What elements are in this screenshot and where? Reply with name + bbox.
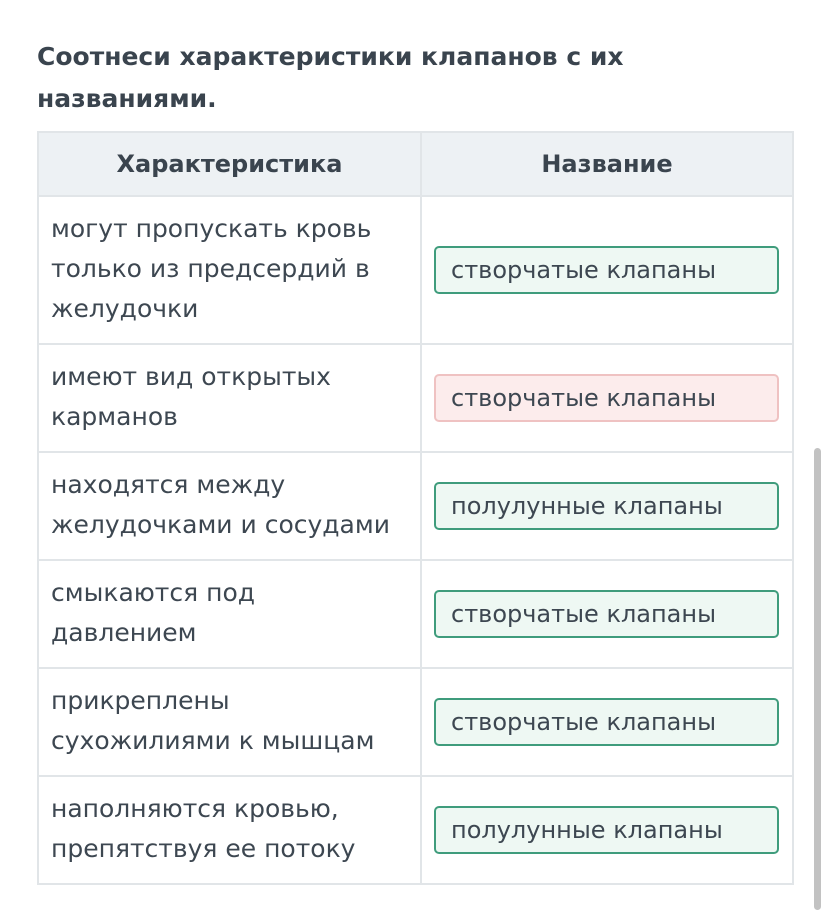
answer-chip-correct[interactable]: полулунные клапаны <box>434 806 779 854</box>
answer-chip-correct[interactable]: полулунные клапаны <box>434 482 779 530</box>
table-row <box>38 668 793 776</box>
table-header-row <box>38 132 793 196</box>
characteristic-text: имеют вид открытых карманов <box>38 344 421 452</box>
matching-table <box>37 131 794 885</box>
header-name: Название <box>421 132 793 196</box>
answer-cell <box>421 344 793 452</box>
characteristic-text: прикреплены сухожилиями к мышцам <box>38 668 421 776</box>
vertical-scrollbar[interactable] <box>814 448 821 910</box>
answer-chip-correct[interactable]: створчатые клапаны <box>434 698 779 746</box>
answer-chip-incorrect[interactable]: створчатые клапаны <box>434 374 779 422</box>
answer-chip-correct[interactable]: створчатые клапаны <box>434 246 779 294</box>
characteristic-text: наполняются кровью, препятствуя ее потоку <box>38 776 421 884</box>
characteristic-text: смыкаются под давлением <box>38 560 421 668</box>
answer-chip-correct[interactable]: створчатые клапаны <box>434 590 779 638</box>
header-characteristic: Характеристика <box>38 132 421 196</box>
task-title: Соотнеси характеристики клапанов с их названиями. <box>37 42 624 113</box>
answer-cell <box>421 776 793 884</box>
characteristic-text: находятся между желудочками и сосудами <box>38 452 421 560</box>
characteristic-text: могут пропускать кровь только из предсердий в желудочки <box>38 196 421 344</box>
table-row <box>38 344 793 452</box>
answer-cell <box>421 196 793 344</box>
table-row <box>38 560 793 668</box>
answer-cell <box>421 452 793 560</box>
table-row <box>38 452 793 560</box>
table-row <box>38 196 793 344</box>
answer-cell <box>421 668 793 776</box>
table-row <box>38 776 793 884</box>
answer-cell <box>421 560 793 668</box>
